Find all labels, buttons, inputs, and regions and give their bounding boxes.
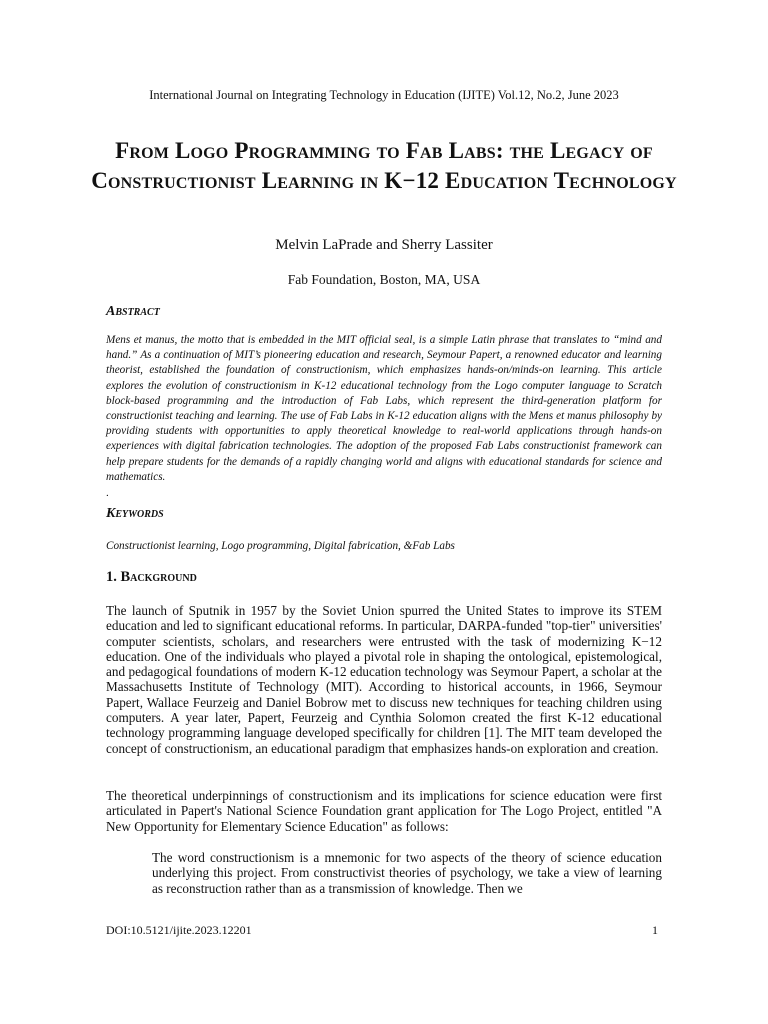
abstract-heading: Abstract	[106, 304, 160, 319]
abstract-text: Mens et manus, the motto that is embedded in the MIT official seal, is a simple Latin phrase that translates to “mind and hand.” As a continuation of MIT’s pioneering education and research, Seymour Papert, a renowned educator and learning theorist, established the foundation of constructionism, which emphasizes hands-on/minds-on learning. This article explores the evolution of constructionism in K-12 educational technology from the Logo computer language to Scratch block-based programming and the introduction of Fab Labs, which represent the third-generation platform for constructionist teaching and learning. The use of Fab Labs in K-12 education aligns with the Mens et manus philosophy by providing students with opportunities to apply theoretical knowledge to real-world applications through hands-on experiences with digital fabrication technologies. The adoption of the proposed Fab Labs constructionist framework can help prepare students for the demands of a rapidly changing world and aligns with educational standards for science and mathematics.	[106, 334, 662, 483]
page-number: 1	[652, 923, 658, 937]
running-header: International Journal on Integrating Technology in Education (IJITE) Vol.12, No.2, June 2023	[149, 88, 619, 102]
footer-doi: DOI:10.5121/ijite.2023.12201	[106, 923, 252, 937]
body-paragraph: The theoretical underpinnings of constructionism and its implications for science education were first articulated in Papert's National Science Foundation grant application for The Logo Project, entitled "A New Opportunity for Elementary Science Education" as follows:	[106, 788, 662, 834]
section-heading-background: 1. Background	[106, 569, 197, 585]
block-quote: The word constructionism is a mnemonic for two aspects of the theory of science education underlying this project. From constructivist theories of psychology, we take a view of learning as reconstruction rather than as a transmission of knowledge. Then we	[152, 850, 662, 896]
keywords-heading: Keywords	[106, 506, 164, 521]
article-title: From Logo Programming to Fab Labs: the Legacy of Constructionist Learning in K−12 Education Technology	[91, 138, 677, 193]
body-paragraph: The launch of Sputnik in 1957 by the Soviet Union spurred the United States to improve its STEM education and led to significant educational reforms. In particular, DARPA-funded "top-tier" universities' computer scientists, scholars, and researchers were entrusted with the task of modernizing K−12 education. One of the individuals who played a pivotal role in shaping the ontological, epistemological, and pedagogical foundations of modern K-12 education technology was Seymour Papert, a scholar at the Massachusetts Institute of Technology (MIT). According to historical accounts, in 1966, Seymour Papert, Wallace Feurzeig and Daniel Bobrow met to discuss new techniques for teaching children using computers. A year later, Papert, Feurzeig and Cynthia Solomon created the first K-12 educational technology programming language developed specifically for children [1]. The MIT team developed the concept of constructionism, an educational paradigm that emphasizes hands-on exploration and creation.	[106, 603, 662, 756]
article-authors: Melvin LaPrade and Sherry Lassiter	[275, 237, 493, 253]
abstract-trailing-mark: .	[106, 487, 109, 499]
article-affiliation: Fab Foundation, Boston, MA, USA	[287, 272, 481, 287]
keywords-text: Constructionist learning, Logo programming, Digital fabrication, &Fab Labs	[106, 540, 455, 552]
